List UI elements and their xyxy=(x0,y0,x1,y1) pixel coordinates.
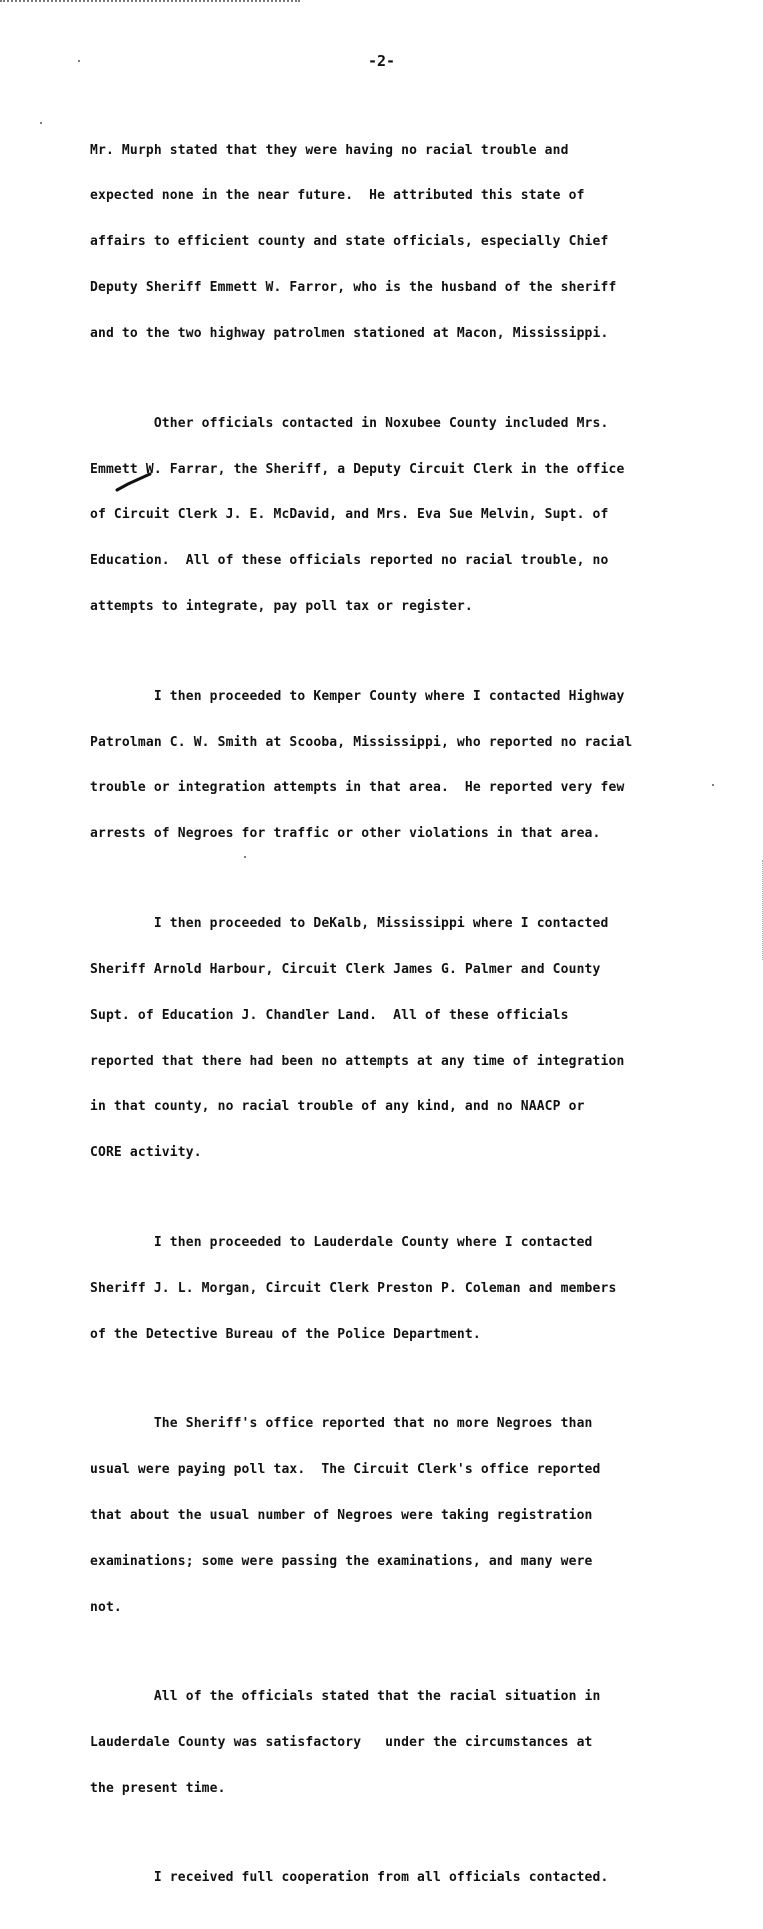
text-line: The Sheriff's office reported that no more Negroes than xyxy=(90,1416,593,1432)
text-line: Sheriff J. L. Morgan, Circuit Clerk Preston P. Coleman and members xyxy=(90,1280,617,1296)
top-edge-rule xyxy=(0,0,300,5)
scan-speck xyxy=(244,856,246,858)
text-line: I then proceeded to DeKalb, Mississippi where I contacted xyxy=(90,915,609,931)
paragraph-cooperation xyxy=(90,1840,702,1916)
handwritten-check-mark xyxy=(114,470,154,494)
text-line: affairs to efficient county and state officials, especially Chief xyxy=(90,234,609,250)
text-line: I then proceeded to Lauderdale County where I contacted xyxy=(90,1234,593,1250)
paragraph-noxubee-officials xyxy=(90,385,702,645)
text-line: Other officials contacted in Noxubee County included Mrs. xyxy=(90,415,609,431)
text-line: Lauderdale County was satisfactory under the circumstances at xyxy=(90,1734,593,1750)
text-line: expected none in the near future. He attributed this state of xyxy=(90,188,585,204)
text-line: Patrolman C. W. Smith at Scooba, Mississippi, who reported no racial xyxy=(90,734,633,750)
text-line: Supt. of Education J. Chandler Land. All of these officials xyxy=(90,1007,569,1023)
paragraph-dekalb xyxy=(90,885,702,1191)
text-line: Sheriff Arnold Harbour, Circuit Clerk James G. Palmer and County xyxy=(90,961,601,977)
text-line: reported that there had been no attempts at any time of integration xyxy=(90,1053,625,1069)
text-line: not. xyxy=(90,1599,122,1615)
text-line: examinations; some were passing the examinations, and many were xyxy=(90,1553,593,1569)
scan-speck xyxy=(712,784,714,786)
text-line: the present time. xyxy=(90,1780,226,1796)
text-line: arrests of Negroes for traffic or other violations in that area. xyxy=(90,826,601,842)
scan-speck xyxy=(78,60,80,62)
page-edge-shadow xyxy=(756,860,763,960)
text-line: I received full cooperation from all officials contacted. xyxy=(90,1870,609,1886)
text-line: Mr. Murph stated that they were having no racial trouble and xyxy=(90,142,569,158)
text-line: CORE activity. xyxy=(90,1145,202,1161)
text-line: trouble or integration attempts in that area. He reported very few xyxy=(90,780,625,796)
paragraph-kemper-county xyxy=(90,658,702,872)
text-line: All of the officials stated that the racial situation in xyxy=(90,1689,601,1705)
paragraph-sheriff-report xyxy=(90,1385,702,1645)
text-line: attempts to integrate, pay poll tax or register. xyxy=(90,599,473,615)
text-line: Emmett W. Farrar, the Sheriff, a Deputy Circuit Clerk in the office xyxy=(90,461,625,477)
text-line: of Circuit Clerk J. E. McDavid, and Mrs. Eva Sue Melvin, Supt. of xyxy=(90,507,609,523)
text-line: I then proceeded to Kemper County where I contacted Highway xyxy=(90,688,625,704)
text-line: Deputy Sheriff Emmett W. Farror, who is the husband of the sheriff xyxy=(90,280,617,296)
paragraph-racial-situation xyxy=(90,1659,702,1827)
text-line: and to the two highway patrolmen stationed at Macon, Mississippi. xyxy=(90,326,609,342)
text-line: usual were paying poll tax. The Circuit Clerk's office reported xyxy=(90,1461,601,1477)
text-line: that about the usual number of Negroes were taking registration xyxy=(90,1507,593,1523)
text-line: of the Detective Bureau of the Police Department. xyxy=(90,1326,481,1342)
scan-speck xyxy=(40,122,42,124)
text-line: in that county, no racial trouble of any kind, and no NAACP or xyxy=(90,1099,585,1115)
paragraph-murph-statement xyxy=(90,112,702,372)
document-body xyxy=(90,112,702,1929)
page-number: -2- xyxy=(367,52,396,70)
paragraph-lauderdale-contacts xyxy=(90,1204,702,1372)
text-line: Education. All of these officials reported no racial trouble, no xyxy=(90,553,609,569)
